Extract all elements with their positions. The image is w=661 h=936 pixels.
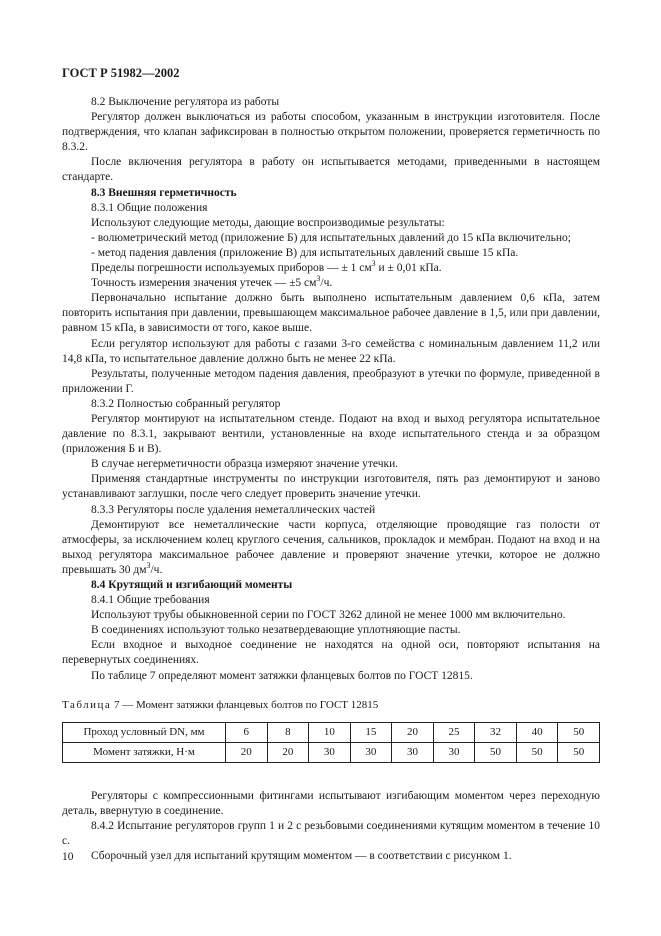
- table-caption-label: Таблица: [62, 698, 112, 711]
- paragraph: [62, 276, 600, 291]
- paragraph: Используют следующие методы, дающие воспроизводимые результаты:: [91, 216, 445, 229]
- paragraph: Используют трубы обыкновенной серии по ГОСТ 3262 длиной не менее 1000 мм включительно.: [91, 609, 566, 622]
- paragraph: Результаты, полученные методом падения давления, преобразуют в утечки по формуле, приведенной в приложении Г.: [62, 367, 600, 395]
- paragraph: Регуляторы с компрессионными фитингами испытывают изгибающим моментом через переходную деталь, ввернутую в соединение.: [62, 789, 600, 817]
- table-cell: 50: [558, 722, 600, 742]
- table-cell: 20: [267, 742, 309, 762]
- table-caption: [62, 698, 600, 713]
- text-segment: Демонтируют все неметаллические части корпуса, отделяющие проводящие газ полости от атмосферы, за исключением колец круглого сечения, сальников, прокладок и мембран. Подают на вход и на выход регулятора максимальное рабочее давление и проверяют значение утечки, которое не должно превышать 30 дм: [62, 518, 600, 576]
- table-cell: 40: [516, 722, 558, 742]
- paragraph: В соединениях используют только незатвердевающие уплотняющие пасты.: [91, 624, 461, 637]
- paragraph: Первоначально испытание должно быть выполнено испытательным давлением 0,6 кПа, затем повторить испытания при давлении, превышающем максимальное рабочее давление в 1,5, или при давлении, равном 15 кПа, в зависимости от того, какое выше.: [62, 292, 600, 335]
- paragraph: 8.4.2 Испытание регуляторов групп 1 и 2 с резьбовыми соединениями кутящим моментом в течение 10 с.: [62, 819, 600, 848]
- section-heading: 8.4 Крутящий и изгибающий моменты: [91, 579, 293, 591]
- paragraph: Применяя стандартные инструменты по инструкции изготовителя, пять раз демонтируют и заново устанавливают заглушки, после чего следует проверить значение утечки.: [62, 473, 600, 501]
- table-cell: 6: [226, 722, 268, 742]
- table-cell: 20: [392, 722, 434, 742]
- paragraph: Регулятор должен выключаться из работы способом, указанным в инструкции изготовителя. После подтверждения, что клапан зафиксирован в полностью открытом положении, проверяется герметичность по 8.3.2.: [62, 111, 600, 154]
- paragraph: Регулятор монтируют на испытательном стенде. Подают на вход и выход регулятора испытательное давление по 8.3.1, закрывают вентили, установленные на входе испытательного стенда и за образцом (приложения Б и В).: [62, 412, 600, 456]
- table-caption-text: 7 — Момент затяжки фланцевых болтов по ГОСТ 12815: [111, 698, 379, 711]
- table-cell: 50: [475, 742, 517, 762]
- section-heading: 8.2 Выключение регулятора из работы: [91, 96, 280, 108]
- table-row: [63, 742, 600, 762]
- torque-table: [62, 722, 600, 763]
- table-cell: 50: [516, 742, 558, 762]
- paragraph: В случае негерметичности образца измеряют значение утечки.: [91, 458, 399, 471]
- subsection-heading: 8.4.1 Общие требования: [91, 594, 210, 607]
- row-header: Проход условный DN, мм: [63, 722, 226, 742]
- superscript: 3: [371, 259, 376, 269]
- table-cell: 15: [350, 722, 392, 742]
- section-heading: 8.3 Внешняя герметичность: [91, 186, 237, 199]
- table-cell: 32: [475, 722, 517, 742]
- page-body: [62, 95, 600, 864]
- list-item: - метод падения давления (приложение В) для испытательных давлений свыше 15 кПа.: [91, 246, 519, 259]
- text-segment: и ± 0,01 кПа.: [375, 262, 442, 275]
- paragraph: Сборочный узел для испытаний крутящим моментом — в соответствии с рисунком 1.: [91, 850, 512, 863]
- table-cell: 8: [267, 722, 309, 742]
- table-cell: 30: [392, 742, 434, 762]
- text-segment: /ч.: [320, 277, 333, 290]
- list-item: - волюметрический метод (приложение Б) для испытательных давлений до 15 кПа включительно;: [91, 231, 572, 244]
- page-number: 10: [62, 851, 74, 863]
- paragraph: По таблице 7 определяют момент затяжки фланцевых болтов по ГОСТ 12815.: [91, 669, 473, 682]
- paragraph: Если регулятор используют для работы с газами 3-го семейства с номинальным давлением 11,2 или 14,8 кПа, то испытательное давление должно быть не менее 22 кПа.: [62, 337, 600, 365]
- superscript: 3: [146, 561, 151, 571]
- text-segment: /ч.: [150, 563, 163, 576]
- table-cell: 50: [558, 742, 600, 762]
- table-cell: 30: [309, 742, 351, 762]
- paragraph: После включения регулятора в работу он испытывается методами, приведенными в настоящем стандарте.: [62, 156, 600, 184]
- paragraph: [62, 261, 600, 276]
- table-cell: 10: [309, 722, 351, 742]
- text-segment: Точность измерения значения утечек — ±5 см: [91, 277, 317, 290]
- table-cell: 20: [226, 742, 268, 762]
- subsection-heading: 8.3.3 Регуляторы после удаления неметаллических частей: [91, 503, 376, 516]
- subsection-heading: 8.3.1 Общие положения: [91, 201, 208, 214]
- table-cell: 30: [350, 742, 392, 762]
- paragraph: Если входное и выходное соединение не находятся на одной оси, повторяют испытания на перевернутых соединениях.: [62, 639, 600, 667]
- text-segment: Пределы погрешности используемых приборов — ± 1 см: [91, 262, 372, 275]
- table-row: [63, 722, 600, 742]
- row-header: Момент затяжки, Н·м: [63, 742, 226, 762]
- subsection-heading: 8.3.2 Полностью собранный регулятор: [91, 397, 281, 410]
- superscript: 3: [316, 274, 321, 284]
- document-header: ГОСТ Р 51982—2002: [62, 66, 180, 80]
- table-cell: 25: [433, 722, 475, 742]
- paragraph: [62, 518, 600, 578]
- table-cell: 30: [433, 742, 475, 762]
